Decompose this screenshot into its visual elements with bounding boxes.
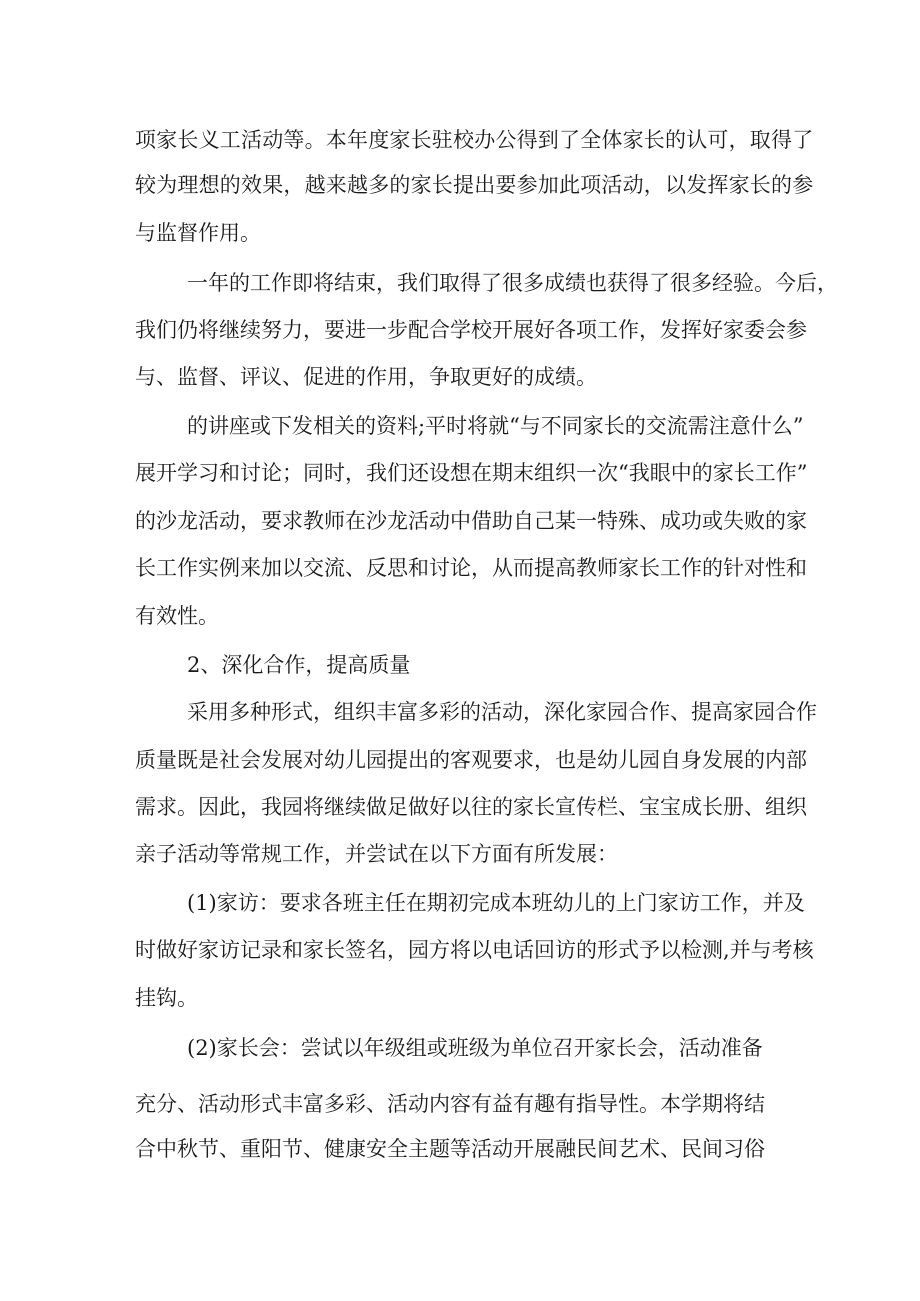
text-line: 项家长义工活动等。本年度家长驻校办公得到了全体家长的认可，取得了 xyxy=(135,128,814,152)
heading-line: 2、深化合作，提高质量 xyxy=(187,653,411,677)
text-line: 我们仍将继续努力，要进一步配合学校开展好各项工作，发挥好家委会参 xyxy=(135,318,807,342)
text-line: 亲子活动等常规工作，并尝试在以下方面有所发展： xyxy=(135,842,618,866)
text-line: 与、监督、评议、促进的作用，争取更好的成绩。 xyxy=(135,365,597,389)
text-line: 挂钩。 xyxy=(135,986,198,1010)
text-line: 充分、活动形式丰富多彩、活动内容有益有趣有指导性。本学期将结 xyxy=(135,1092,765,1116)
text-line: (2)家长会：尝试以年级组或班级为单位召开家长会，活动准备 xyxy=(187,1036,763,1060)
text-line: 一年的工作即将结束，我们取得了很多成绩也获得了很多经验。今后， xyxy=(187,271,838,295)
text-line: 质量既是社会发展对幼儿园提出的客观要求，也是幼儿园自身发展的内部 xyxy=(135,748,807,772)
text-line: 采用多种形式，组织丰富多彩的活动，深化家园合作、提高家园合作 xyxy=(187,700,817,724)
text-line: 的讲座或下发相关的资料;平时将就“与不同家长的交流需注意什么” xyxy=(187,414,804,438)
text-line: 展开学习和讨论；同时，我们还设想在期末组织一次“我眼中的家长工作” xyxy=(135,461,808,485)
text-line: (1)家访：要求各班主任在期初完成本班幼儿的上门家访工作，并及 xyxy=(187,891,805,915)
text-line: 的沙龙活动，要求教师在沙龙活动中借助自己某一特殊、成功或失败的家 xyxy=(135,509,807,533)
text-line: 需求。因此，我园将继续做足做好以往的家长宣传栏、宝宝成长册、组织 xyxy=(135,795,807,819)
text-line: 合中秋节、重阳节、健康安全主题等活动开展融民间艺术、民间习俗 xyxy=(135,1137,765,1161)
text-line: 有效性。 xyxy=(135,604,219,628)
text-line: 时做好家访记录和家长签名，园方将以电话回访的形式予以检测,并与考核 xyxy=(135,938,814,962)
text-line: 较为理想的效果，越来越多的家长提出要参加此项活动，以发挥家长的参 xyxy=(135,173,814,197)
text-line: 长工作实例来加以交流、反思和讨论，从而提高教师家长工作的针对性和 xyxy=(135,556,807,580)
text-line: 与监督作用。 xyxy=(135,221,261,245)
